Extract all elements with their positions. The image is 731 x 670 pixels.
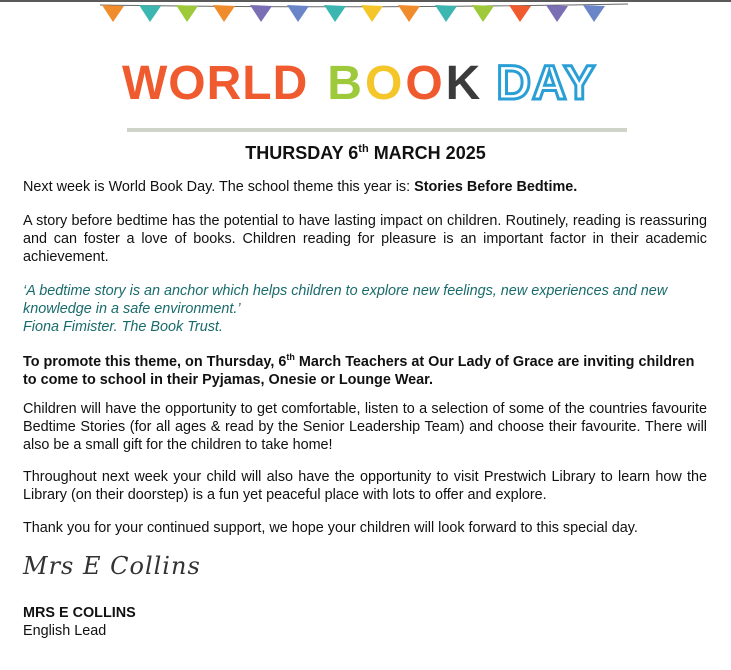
library-paragraph: Throughout next week your child will also have the opportunity to visit Prestwich Library to learn how the Library (on their doorstep) is a fun yet peaceful place with lots to offer and explore. (23, 469, 707, 503)
signer-name: MRS E COLLINS (23, 605, 136, 621)
quote-text: ‘A bedtime story is an anchor which helps children to explore new feelings, new experiences and new knowledge in a safe environment.’ (23, 283, 668, 317)
signer-role: English Lead (23, 623, 107, 639)
bunting-flag (435, 5, 457, 22)
pyjama-ordinal: th (286, 352, 295, 362)
pyjama-day-paragraph (23, 348, 707, 389)
quote-attribution: Fiona Fimister. The Book Trust. (23, 319, 223, 335)
logo-letter-o2: O (405, 57, 444, 110)
handwritten-signature: Mrs E Collins (23, 552, 201, 580)
bunting-flag (361, 5, 383, 22)
logo-word-day: DAY (496, 57, 597, 110)
bunting-flag (583, 5, 605, 22)
bunting-flag (509, 5, 531, 22)
date-main: THURSDAY 6 (245, 143, 359, 163)
pyjama-text-pre: To promote this theme, on Thursday, 6 (23, 353, 287, 370)
bunting-flag (213, 5, 235, 22)
quote-block (23, 282, 707, 336)
logo-word-world: WORLD (122, 57, 309, 110)
logo-letter-b: B (327, 57, 363, 110)
date-month-year: MARCH 2025 (368, 143, 486, 163)
activities-paragraph: Children will have the opportunity to get comfortable, listen to a selection of some of the countries favourite Bedtime Stories (for all ages & read by the Senior Leadership Team) and choose their favourite. There will also be a small gift for the children to take home! (23, 401, 707, 453)
world-book-day-logo (122, 58, 622, 110)
benefit-paragraph: A story before bedtime has the potential to have lasting impact on children. Routinely, reading is reassuring and can foster a love of books. Children reading for pleasure is an important factor in their academic achievement. (23, 213, 707, 265)
bunting-flag (324, 5, 346, 22)
bunting-flag (102, 5, 124, 22)
pyjama-text-post: March Teachers at Our Lady of Grace are inviting children to come to school in their Pyjamas, Onesie or Lounge Wear. (23, 353, 695, 388)
thanks-paragraph: Thank you for your continued support, we hope your children will look forward to this special day. (23, 520, 638, 536)
logo-letter-o1: O (364, 57, 404, 110)
intro-paragraph (23, 178, 707, 196)
logo-word-book (326, 58, 482, 110)
bunting-flag (398, 5, 420, 22)
bunting-flag (287, 5, 309, 22)
bunting-flag (250, 5, 272, 22)
divider-rule (127, 128, 627, 132)
bunting-flag (546, 5, 568, 22)
bunting-decoration (0, 0, 731, 32)
event-date-heading (0, 138, 731, 164)
bunting-flag (139, 5, 161, 22)
theme-name: Stories Before Bedtime. (414, 179, 578, 195)
logo-letter-k: K (445, 57, 482, 110)
bunting-flag (176, 5, 198, 22)
bunting-flag (472, 5, 494, 22)
intro-text: Next week is World Book Day. The school theme this year is: (23, 179, 415, 195)
date-ordinal: th (358, 143, 369, 155)
